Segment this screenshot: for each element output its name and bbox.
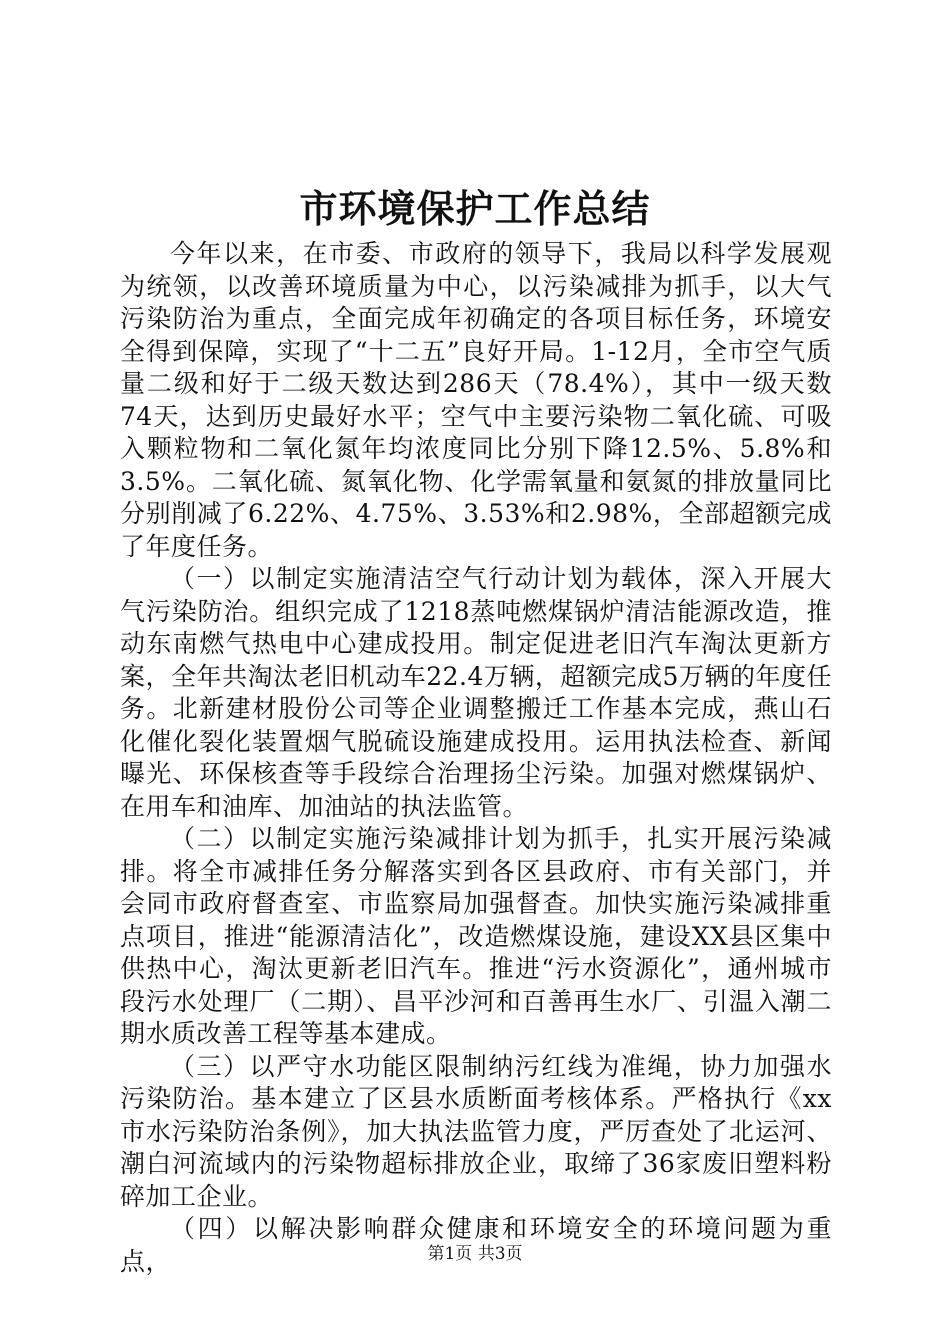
paragraph-section-3: （三）以严守水功能区限制纳污红线为准绳，协力加强水污染防治。基本建立了区县水质断面考核体系。严格执行《xx市水污染防治条例》，加大执法监管力度，严厉查处了北运河、潮白河流域内的污染物超标排放企业，取缔了36家废旧塑料粉碎加工企业。 — [120, 1051, 832, 1211]
paragraph-section-1: （一）以制定实施清洁空气行动计划为载体，深入开展大气污染防治。组织完成了1218蒸吨燃煤锅炉清洁能源改造，推动东南燃气热电中心建成投用。制定促进老旧汽车淘汰更新方案，全年共淘汰老旧机动车22.4万辆，超额完成5万辆的年度任务。北新建材股份公司等企业调整搬迁工作基本完成，燕山石化催化裂化装置烟气脱硫设施建成投用。运用执法检查、新闻曝光、环保核查等手段综合治理扬尘污染。加强对燃煤锅炉、在用车和油库、加油站的执法监管。 — [120, 564, 832, 821]
paragraph-section-4: （四）以解决影响群众健康和环境安全的环境问题为重点， — [120, 1214, 832, 1276]
page-footer: 第1页 共3页 — [427, 1244, 523, 1264]
document-title: 市环境保护工作总结 — [299, 186, 651, 231]
paragraph-intro: 今年以来，在市委、市政府的领导下，我局以科学发展观为统领，以改善环境质量为中心，以污染减排为抓手，以大气污染防治为重点，全面完成年初确定的各项目标任务，环境安全得到保障，实现了“十二五”良好开局。1-12月，全市空气质量二级和好于二级天数达到286天（78.4%），其中一级天数74天，达到历史最好水平；空气中主要污染物二氧化硫、可吸入颗粒物和二氧化氮年均浓度同比分别下降12.5%、5.8%和3.5%。二氧化硫、氮氧化物、化学需氧量和氨氮的排放量同比分别削减了6.22%、4.75%、3.53%和2.98%，全部超额完成了年度任务。 — [120, 239, 832, 561]
paragraph-section-2: （二）以制定实施污染减排计划为抓手，扎实开展污染减排。将全市减排任务分解落实到各区县政府、市有关部门，并会同市政府督查室、市监察局加强督查。加快实施污染减排重点项目，推进“能源清洁化”，改造燃煤设施，建设XX县区集中供热中心，淘汰更新老旧汽车。推进“污水资源化”，通州城市段污水处理厂（二期）、昌平沙河和百善再生水厂、引温入潮二期水质改善工程等基本建成。 — [120, 824, 832, 1048]
document-body — [120, 238, 832, 1278]
